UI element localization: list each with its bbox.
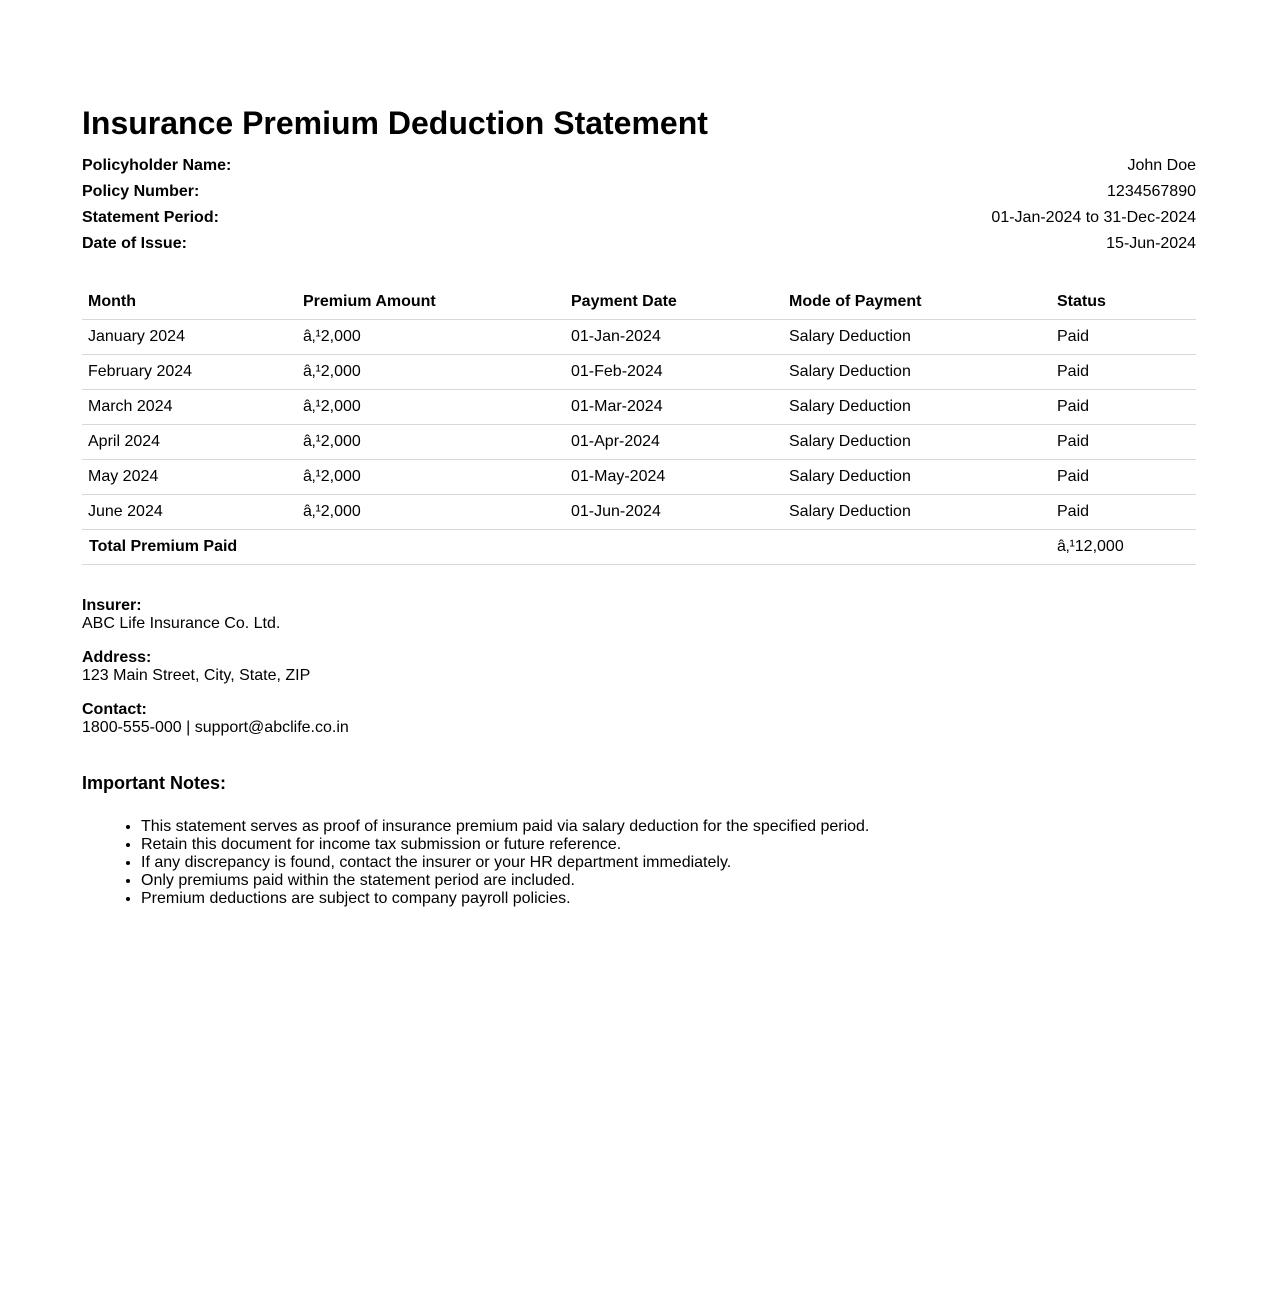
total-premium-label: Total Premium Paid — [82, 530, 1051, 565]
contact-label: Contact: — [82, 701, 147, 718]
cell-payment-date: 01-Jan-2024 — [565, 320, 783, 355]
cell-premium-amount: â‚¹2,000 — [297, 390, 565, 425]
header-mode-of-payment: Mode of Payment — [783, 285, 1051, 320]
insurer-block — [82, 597, 349, 633]
cell-status: Paid — [1051, 460, 1196, 495]
statement-period-row — [82, 207, 1196, 233]
policy-number-value: 1234567890 — [1107, 183, 1196, 200]
cell-mode-of-payment: Salary Deduction — [783, 390, 1051, 425]
cell-status: Paid — [1051, 425, 1196, 460]
statement-period-value: 01-Jan-2024 to 31-Dec-2024 — [991, 209, 1196, 226]
table-row — [82, 460, 1196, 495]
cell-payment-date: 01-May-2024 — [565, 460, 783, 495]
policy-number-label: Policy Number: — [82, 183, 200, 200]
table-row — [82, 495, 1196, 530]
policyholder-name-label: Policyholder Name: — [82, 157, 232, 174]
note-item: • Retain this document for income tax submission or future reference. — [141, 836, 1141, 854]
policyholder-name-row — [82, 155, 1196, 181]
note-item: • Premium deductions are subject to company payroll policies. — [141, 890, 1141, 908]
date-of-issue-value: 15-Jun-2024 — [1106, 235, 1196, 252]
insurer-label: Insurer: — [82, 597, 142, 614]
insurer-value: ABC Life Insurance Co. Ltd. — [82, 615, 281, 632]
page-title: Insurance Premium Deduction Statement — [82, 105, 708, 141]
cell-payment-date: 01-Feb-2024 — [565, 355, 783, 390]
table-row — [82, 355, 1196, 390]
table-row — [82, 390, 1196, 425]
date-of-issue-row — [82, 233, 1196, 259]
cell-payment-date: 01-Apr-2024 — [565, 425, 783, 460]
cell-status: Paid — [1051, 495, 1196, 530]
cell-mode-of-payment: Salary Deduction — [783, 460, 1051, 495]
header-status: Status — [1051, 285, 1196, 320]
cell-status: Paid — [1051, 390, 1196, 425]
header-payment-date: Payment Date — [565, 285, 783, 320]
cell-month: January 2024 — [82, 320, 297, 355]
table-header-row — [82, 285, 1196, 320]
contact-block — [82, 701, 349, 737]
notes-heading: Important Notes: — [82, 773, 226, 793]
cell-premium-amount: â‚¹2,000 — [297, 320, 565, 355]
contact-value: 1800-555-000 | support@abclife.co.in — [82, 719, 349, 736]
address-label: Address: — [82, 649, 152, 666]
address-value: 123 Main Street, City, State, ZIP — [82, 667, 311, 684]
notes-list — [82, 818, 1141, 908]
date-of-issue-label: Date of Issue: — [82, 235, 187, 252]
note-item: • If any discrepancy is found, contact the insurer or your HR department immediately. — [141, 854, 1141, 872]
insurer-details — [82, 597, 349, 753]
cell-status: Paid — [1051, 355, 1196, 390]
note-item: • This statement serves as proof of insurance premium paid via salary deduction for the specified period. — [141, 818, 1141, 836]
cell-premium-amount: â‚¹2,000 — [297, 425, 565, 460]
header-premium-amount: Premium Amount — [297, 285, 565, 320]
policy-number-row — [82, 181, 1196, 207]
cell-payment-date: 01-Jun-2024 — [565, 495, 783, 530]
cell-premium-amount: â‚¹2,000 — [297, 460, 565, 495]
header-month: Month — [82, 285, 297, 320]
total-row — [82, 530, 1196, 565]
policy-details — [82, 155, 1196, 259]
cell-mode-of-payment: Salary Deduction — [783, 320, 1051, 355]
policyholder-name-value: John Doe — [1127, 157, 1196, 174]
cell-payment-date: 01-Mar-2024 — [565, 390, 783, 425]
cell-month: April 2024 — [82, 425, 297, 460]
total-premium-value: â‚¹12,000 — [1051, 530, 1196, 565]
cell-month: February 2024 — [82, 355, 297, 390]
table-row — [82, 320, 1196, 355]
cell-status: Paid — [1051, 320, 1196, 355]
address-block — [82, 649, 349, 685]
cell-mode-of-payment: Salary Deduction — [783, 425, 1051, 460]
table-row — [82, 425, 1196, 460]
cell-month: June 2024 — [82, 495, 297, 530]
cell-premium-amount: â‚¹2,000 — [297, 355, 565, 390]
cell-mode-of-payment: Salary Deduction — [783, 495, 1051, 530]
note-item: • Only premiums paid within the statement period are included. — [141, 872, 1141, 890]
premium-table — [82, 285, 1196, 565]
statement-period-label: Statement Period: — [82, 209, 219, 226]
cell-month: March 2024 — [82, 390, 297, 425]
cell-mode-of-payment: Salary Deduction — [783, 355, 1051, 390]
cell-premium-amount: â‚¹2,000 — [297, 495, 565, 530]
cell-month: May 2024 — [82, 460, 297, 495]
